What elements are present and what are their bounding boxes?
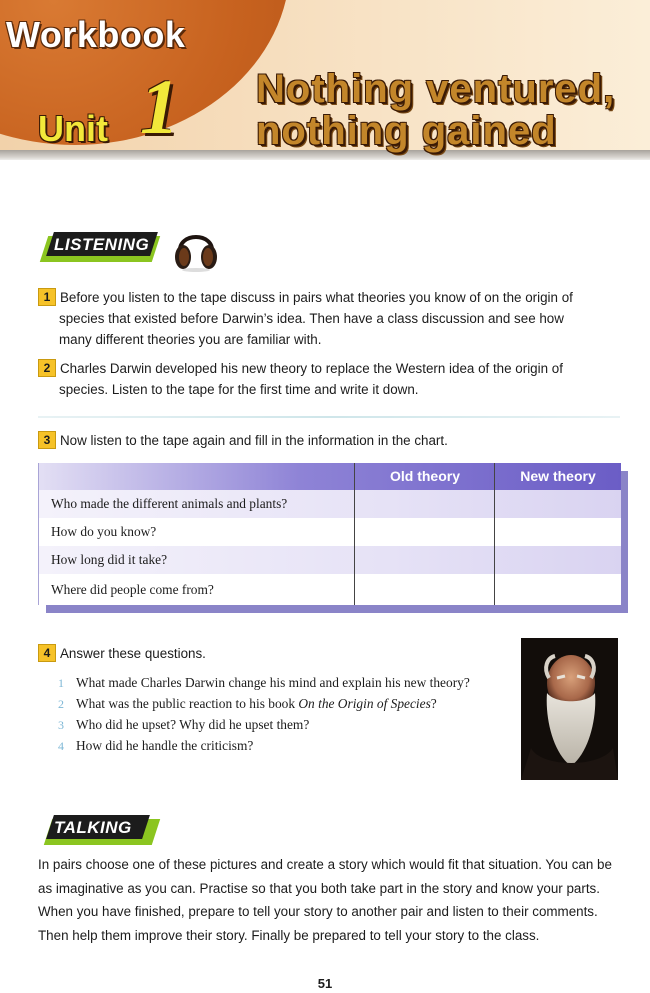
unit-number: 1: [140, 63, 179, 150]
task-2: 2 Charles Darwin developed his new theory to replace the Western idea of the origin of species. Listen to the tape for the first time and write it down.: [38, 358, 563, 400]
listening-label-text: LISTENING: [54, 235, 150, 254]
page-number: 51: [317, 976, 333, 991]
task-number-badge: 3: [38, 431, 56, 449]
unit-header: [0, 0, 650, 160]
list-item: 2 What was the public reaction to his book On the Origin of Species?: [58, 696, 437, 711]
unit-title-line-1: Nothing ventured,: [256, 67, 616, 111]
task-number-badge: 2: [38, 359, 56, 377]
theory-chart: [38, 463, 620, 608]
task-1: 1 Before you listen to the tape discuss in pairs what theories you know of on the origin of species that existed before Darwin’s idea. Then have a class discussion and see how many different theories you are familiar with.: [38, 287, 573, 350]
list-item: 1 What made Charles Darwin change his mind and explain his new theory?: [58, 675, 470, 690]
darwin-portrait: [521, 638, 618, 780]
unit-title-line-2: nothing gained: [256, 109, 557, 153]
chart-row: How do you know?: [39, 518, 621, 546]
col-new-theory: New theory: [520, 468, 596, 484]
talking-label-text: TALKING: [54, 818, 132, 837]
chart-header: [39, 463, 621, 490]
headphones-icon: [172, 226, 220, 272]
list-item: 4 How did he handle the criticism?: [58, 738, 254, 753]
section-divider: [38, 416, 620, 418]
question-list: [58, 672, 470, 756]
chart-row: Who made the different animals and plants?: [39, 490, 621, 518]
task-number-badge: 4: [38, 644, 56, 662]
talking-section-label: [42, 815, 162, 843]
unit-label: Unit: [38, 108, 108, 149]
listening-section-label: [42, 232, 162, 260]
chart-row: How long did it take?: [39, 546, 621, 574]
col-old-theory: Old theory: [389, 468, 460, 484]
task-4: 4 Answer these questions.: [38, 643, 206, 664]
workbook-label: Workbook: [6, 14, 186, 55]
book-title: On the Origin of Species: [298, 696, 431, 711]
task-3: 3 Now listen to the tape again and fill in the information in the chart.: [38, 430, 448, 451]
task-number-badge: 1: [38, 288, 56, 306]
talking-instructions: In pairs choose one of these pictures and create a story which would fit that situation. You can be as imaginative as you can. Practise so that you both take part in the story and know your parts. When you have finished, prepare to tell your story to another pair and listen to their comments. Then help them improve their story. Finally be prepared to tell your story to the class.: [38, 857, 612, 943]
unit-title: [256, 68, 646, 152]
chart-row: Where did people come from?: [39, 574, 621, 605]
list-item: 3 Who did he upset? Why did he upset them?: [58, 717, 310, 732]
